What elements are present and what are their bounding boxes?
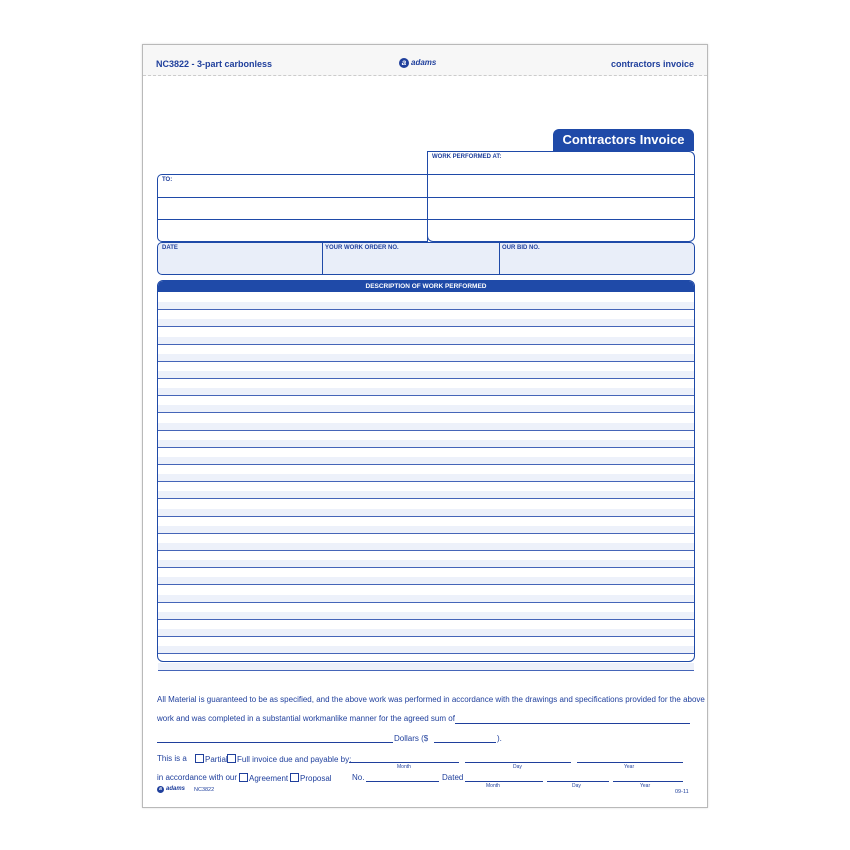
accordance-label: in accordance with our: [157, 773, 238, 782]
dated-day-caption: Day: [572, 783, 581, 789]
due-day-caption: Day: [513, 764, 522, 770]
description-line[interactable]: [158, 670, 694, 671]
description-line-shade: [158, 337, 694, 344]
work-order-label: YOUR WORK ORDER NO.: [325, 245, 399, 251]
description-line-shade: [158, 423, 694, 430]
description-line[interactable]: [158, 309, 694, 310]
description-line-shade: [158, 319, 694, 326]
this-is-a-label: This is a: [157, 754, 187, 763]
description-line-shade: [158, 560, 694, 567]
terms-line-1: All Material is guaranteed to be as specified, and the above work was performed in accordance with the drawings and specifications provided for the above: [157, 695, 705, 704]
brand-logo: a adams: [399, 58, 436, 68]
description-line[interactable]: [158, 361, 694, 362]
due-day-field[interactable]: [465, 762, 571, 763]
form-name: contractors invoice: [610, 59, 694, 69]
description-line-shade: [158, 371, 694, 378]
footer-revision: 09-11: [675, 789, 689, 795]
description-line[interactable]: [158, 430, 694, 431]
description-line[interactable]: [158, 533, 694, 534]
description-line[interactable]: [158, 464, 694, 465]
description-line-shade: [158, 629, 694, 636]
full-checkbox[interactable]: [227, 754, 236, 763]
description-line-shade: [158, 509, 694, 516]
form-title: Contractors Invoice: [553, 129, 694, 151]
description-line-shade: [158, 491, 694, 498]
dated-day-field[interactable]: [547, 781, 609, 782]
partial-checkbox[interactable]: [195, 754, 204, 763]
product-code: NC3822 - 3-part carbonless: [156, 59, 273, 69]
description-line-shade: [158, 595, 694, 602]
form-header: [143, 45, 707, 76]
description-line[interactable]: [158, 584, 694, 585]
description-line-shade: [158, 543, 694, 550]
description-line[interactable]: [158, 567, 694, 568]
description-line[interactable]: [158, 550, 694, 551]
description-line-shade: [158, 457, 694, 464]
description-line[interactable]: [158, 498, 694, 499]
due-year-field[interactable]: [577, 762, 683, 763]
to-label: TO:: [162, 177, 173, 183]
description-line[interactable]: [158, 653, 694, 654]
footer-logo-icon: a: [157, 786, 164, 793]
description-line-shade: [158, 612, 694, 619]
dated-year-field[interactable]: [613, 781, 683, 782]
due-month-caption: Month: [397, 764, 411, 770]
footer-brand: a adams: [157, 786, 185, 793]
description-box[interactable]: [157, 280, 695, 662]
work-performed-at-box[interactable]: [427, 151, 695, 242]
description-line[interactable]: [158, 516, 694, 517]
proposal-label: Proposal: [300, 774, 332, 783]
footer-code: NC3822: [194, 787, 215, 793]
description-line-shade: [158, 663, 694, 670]
dated-year-caption: Year: [640, 783, 651, 789]
description-line[interactable]: [158, 378, 694, 379]
dated-month-caption: Month: [486, 783, 500, 789]
description-line-shade: [158, 440, 694, 447]
due-year-caption: Year: [624, 764, 635, 770]
description-line[interactable]: [158, 481, 694, 482]
description-line-shade: [158, 354, 694, 361]
full-invoice-label: Full invoice due and payable by:: [237, 755, 352, 764]
description-line-shade: [158, 388, 694, 395]
due-month-field[interactable]: [349, 762, 459, 763]
dated-label: Dated: [442, 773, 464, 782]
description-line[interactable]: [158, 395, 694, 396]
description-line[interactable]: [158, 412, 694, 413]
partial-label: Partial: [205, 755, 228, 764]
description-line-shade: [158, 646, 694, 653]
agreement-checkbox[interactable]: [239, 773, 248, 782]
dated-month-field[interactable]: [465, 781, 543, 782]
agreement-label: Agreement: [249, 774, 289, 783]
bid-no-label: OUR BID NO.: [502, 245, 540, 251]
proposal-checkbox[interactable]: [290, 773, 299, 782]
description-line[interactable]: [158, 447, 694, 448]
amount-words-field[interactable]: [157, 742, 393, 743]
work-performed-at-label: WORK PERFORMED AT:: [432, 154, 502, 160]
invoice-form: [142, 44, 708, 808]
description-header: DESCRIPTION OF WORK PERFORMED: [158, 281, 694, 292]
description-line-shade: [158, 577, 694, 584]
description-line-shade: [158, 405, 694, 412]
dollars-amount-field[interactable]: [434, 742, 496, 743]
description-line[interactable]: [158, 602, 694, 603]
to-box[interactable]: [157, 174, 428, 242]
description-line-shade: [158, 526, 694, 533]
terms-line-2: work and was completed in a substantial workmanlike manner for the agreed sum of: [157, 714, 455, 723]
agreement-number-field[interactable]: [366, 781, 439, 782]
description-line-shade: [158, 302, 694, 309]
adams-logo-icon: a: [399, 58, 409, 68]
agreed-sum-field[interactable]: [455, 723, 690, 724]
reference-row: [157, 242, 695, 275]
date-label: DATE: [162, 245, 178, 251]
description-line[interactable]: [158, 326, 694, 327]
description-line[interactable]: [158, 619, 694, 620]
description-line[interactable]: [158, 636, 694, 637]
description-line[interactable]: [158, 344, 694, 345]
number-label: No.: [352, 773, 365, 782]
dollars-label: Dollars ($: [394, 734, 429, 743]
description-line-shade: [158, 474, 694, 481]
dollars-close: ).: [497, 734, 502, 743]
